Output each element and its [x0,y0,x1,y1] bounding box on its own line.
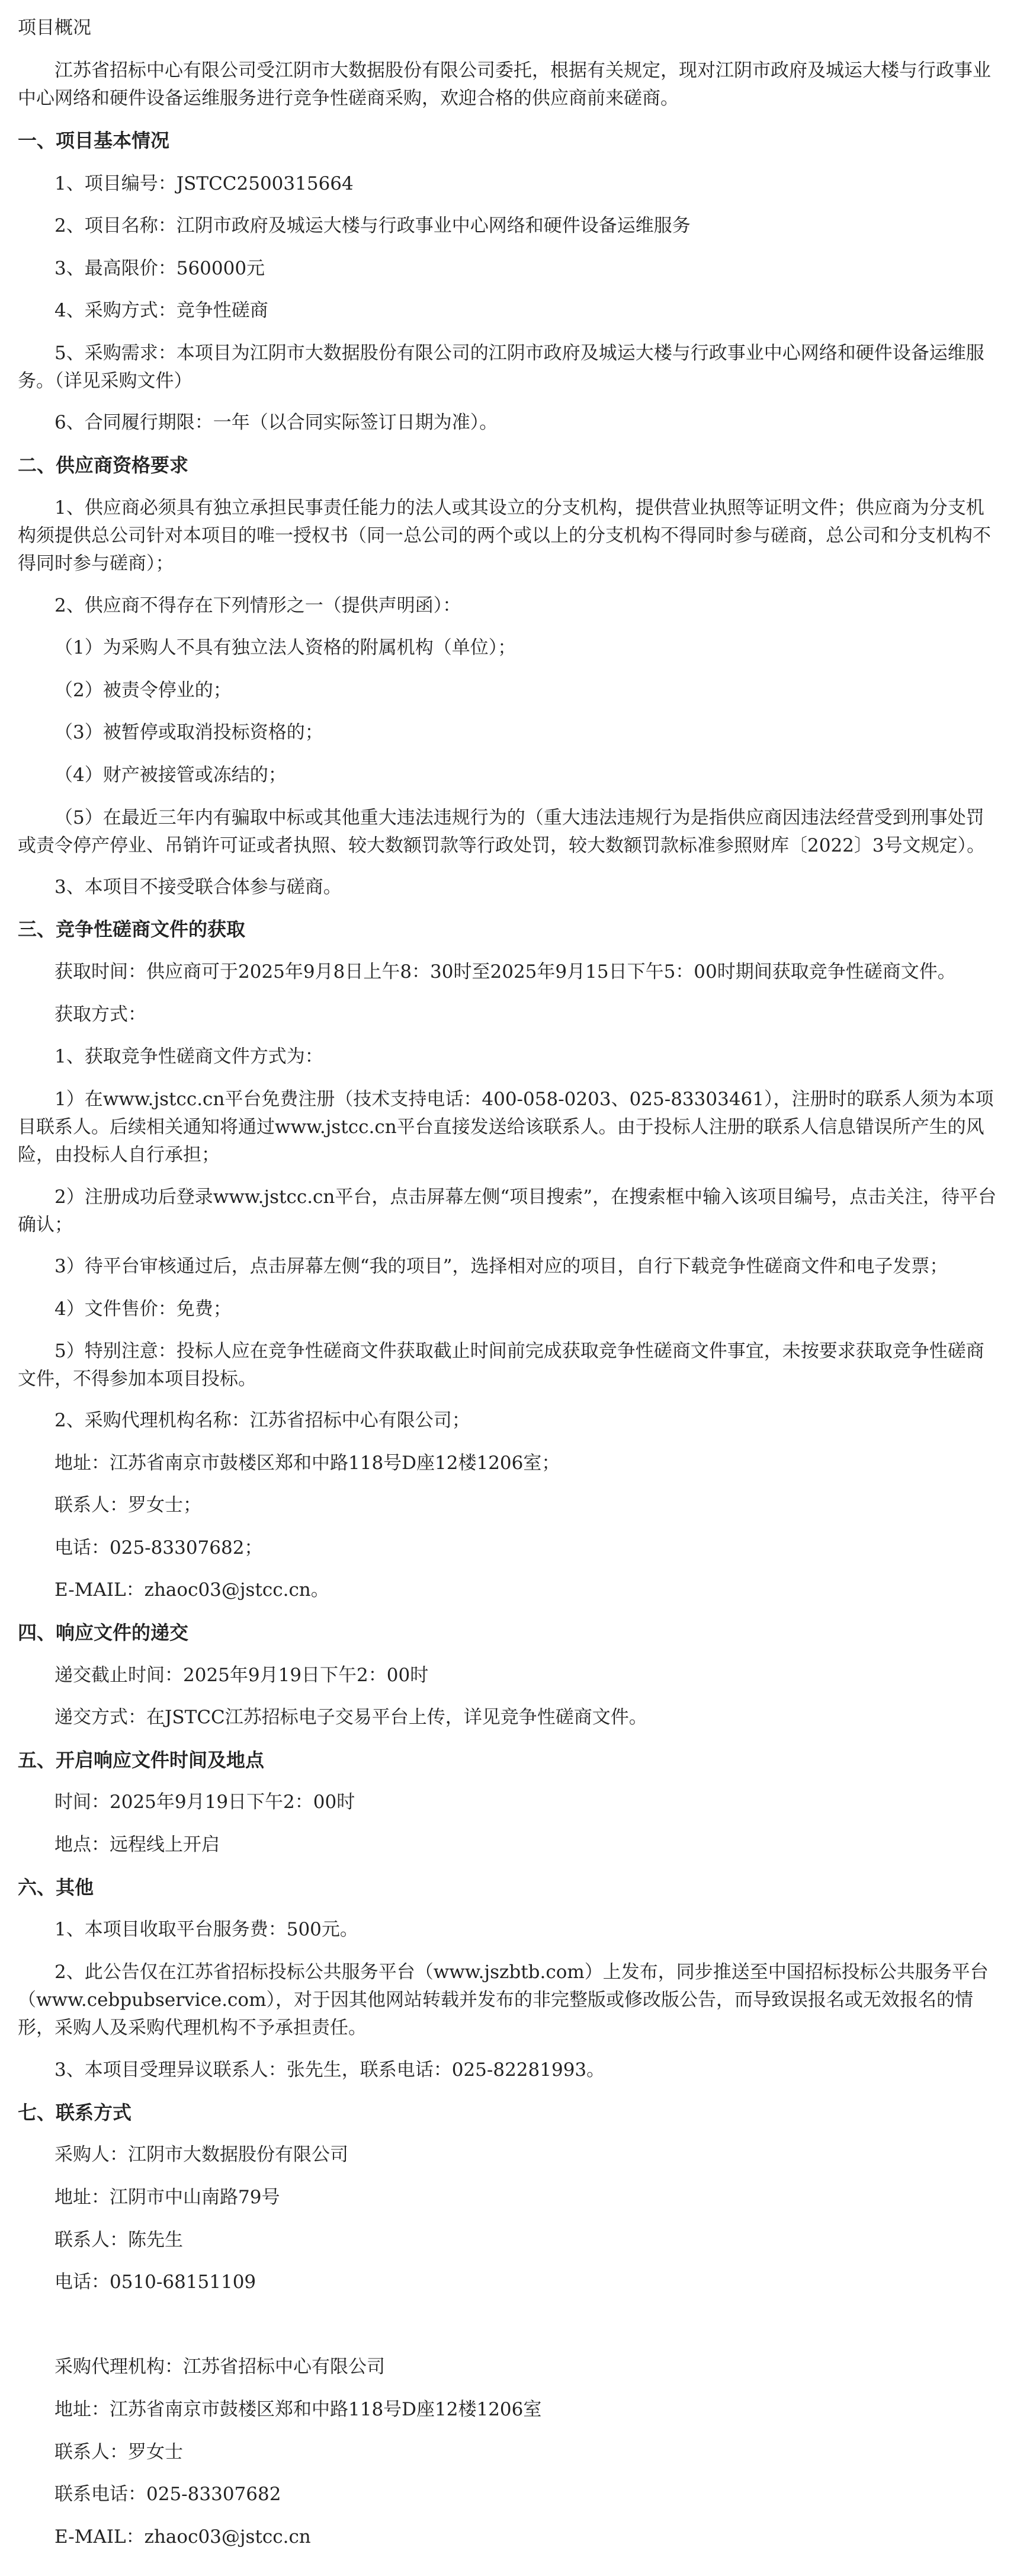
acquire-way-1: 1、获取竞争性磋商文件方式为： [54,1046,323,1067]
section-2-title: 二、供应商资格要求 [18,454,189,476]
requirement-2-item-3: （3）被暂停或取消投标资格的； [54,722,323,743]
agency-name: 2、采购代理机构名称：江苏省招标中心有限公司； [54,1410,470,1431]
procurement-demand: 5、采购需求：本项目为江阴市大数据股份有限公司的江阴市政府及城运大楼与行政事业中心网络和硬件设备运维服务。（详见采购文件） [18,343,984,392]
agency-contact: 联系人：罗女士； [54,1495,201,1516]
submit-deadline: 递交截止时间：2025年9月19日下午2：00时 [54,1665,429,1686]
section-5-title: 五、开启响应文件时间及地点 [18,1749,265,1771]
acquire-step-1: 1）在www.jstcc.cn平台免费注册（技术支持电话：400-058-0203、025-83303461），注册时的联系人须为本项目联系人。后续相关通知将通过www.jstcc.cn平台直接发送给该联系人。由于投标人注册的联系人信息错误所产生的风险，由投标人自行承担； [18,1089,994,1166]
project-number: 1、项目编号：JSTCC2500315664 [54,173,354,194]
buyer-contact: 联系人：陈先生 [54,2229,183,2251]
section-3-title: 三、竞争性磋商文件的获取 [18,918,246,940]
acquire-time: 获取时间：供应商可于2025年9月8日上午8：30时至2025年9月15日下午5：00时期间获取竞争性磋商文件。 [54,961,956,983]
requirement-1: 1、供应商必须具有独立承担民事责任能力的法人或其设立的分支机构，提供营业执照等证明文件；供应商为分支机构须提供总公司针对本项目的唯一授权书（同一总公司的两个或以上的分支机构不得同时参与磋商，总公司和分支机构不得同时参与磋商）； [18,497,991,574]
contract-period: 6、合同履行期限：一年（以合同实际签订日期为准）。 [54,412,498,433]
acquire-step-4: 4）文件售价：免费； [54,1298,232,1320]
section-6-title: 六、其他 [18,1876,94,1899]
section-7-title: 七、联系方式 [18,2101,132,2124]
acquire-step-5: 5）特别注意：投标人应在竞争性磋商文件获取截止时间前完成获取竞争性磋商文件事宜，未按要求获取竞争性磋商文件，不得参加本项目投标。 [18,1340,984,1390]
open-time: 时间：2025年9月19日下午2：00时 [54,1791,355,1813]
requirement-2-item-5: （5）在最近三年内有骗取中标或其他重大违法违规行为的（重大违法违规行为是指供应商因违法经营受到刑事处罚或责令停产停业、吊销许可证或者执照、较大数额罚款等行政处罚，较大数额罚款标准参照财库〔2022〕3号文规定）。 [18,807,986,856]
requirement-2-item-2: （2）被责令停业的； [54,680,232,701]
buyer-phone: 电话：0510-68151109 [54,2271,256,2293]
requirement-2-item-4: （4）财产被接管或冻结的； [54,764,287,786]
requirement-3: 3、本项目不接受联合体参与磋商。 [54,876,342,898]
agency-email: E-MAIL：zhaoc03@jstcc.cn。 [54,1579,329,1601]
project-name: 2、项目名称：江阴市政府及城运大楼与行政事业中心网络和硬件设备运维服务 [54,215,691,236]
agent-contact: 联系人：罗女士 [54,2441,183,2463]
buyer-name: 采购人：江阴市大数据股份有限公司 [54,2144,348,2165]
platform-fee: 1、本项目收取平台服务费：500元。 [54,1919,358,1940]
requirement-2: 2、供应商不得存在下列情形之一（提供声明函）： [54,595,461,616]
acquire-step-2: 2）注册成功后登录www.jstcc.cn平台，点击屏幕左侧“项目搜索”，在搜索框中输入该项目编号，点击关注，待平台确认； [18,1186,997,1236]
section-1-title: 一、项目基本情况 [18,129,170,152]
publish-notice: 2、此公告仅在江苏省招标投标公共服务平台（www.jszbtb.com）上发布，同步推送至中国招标投标公共服务平台（www.cebpubservice.com），对于因其他网站转载并发布的非完整版或修改版公告，而导致误报名或无效报名的情形，采购人及采购代理机构不予承担责任。 [18,1961,989,2039]
agent-name: 采购代理机构：江苏省招标中心有限公司 [54,2356,385,2377]
agency-address: 地址：江苏省南京市鼓楼区郑和中路118号D座12楼1206室； [54,1452,560,1474]
open-place: 地点：远程线上开启 [54,1834,220,1855]
procurement-method: 4、采购方式：竞争性磋商 [54,300,268,321]
overview-title: 项目概况 [18,17,91,39]
agent-email: E-MAIL：zhaoc03@jstcc.cn [54,2526,311,2548]
agency-phone: 电话：025-83307682； [54,1537,263,1559]
max-price: 3、最高限价：560000元 [54,258,265,279]
overview-text: 江苏省招标中心有限公司受江阴市大数据股份有限公司委托，根据有关规定，现对江阴市政府及城运大楼与行政事业中心网络和硬件设备运维服务进行竞争性磋商采购，欢迎合格的供应商前来磋商。 [18,60,991,109]
agent-phone: 联系电话：025-83307682 [54,2484,281,2505]
submit-method: 递交方式：在JSTCC江苏招标电子交易平台上传，详见竞争性磋商文件。 [54,1707,647,1728]
acquire-step-3: 3）待平台审核通过后，点击屏幕左侧“我的项目”，选择相对应的项目，自行下载竞争性磋商文件和电子发票； [54,1256,948,1277]
objection-contact: 3、本项目受理异议联系人：张先生，联系电话：025-82281993。 [54,2059,605,2081]
requirement-2-item-1: （1）为采购人不具有独立法人资格的附属机构（单位）； [54,637,516,658]
buyer-address: 地址：江阴市中山南路79号 [54,2187,280,2208]
agent-address: 地址：江苏省南京市鼓楼区郑和中路118号D座12楼1206室 [54,2399,542,2420]
acquire-way-label: 获取方式： [54,1004,146,1025]
section-4-title: 四、响应文件的递交 [18,1621,189,1644]
